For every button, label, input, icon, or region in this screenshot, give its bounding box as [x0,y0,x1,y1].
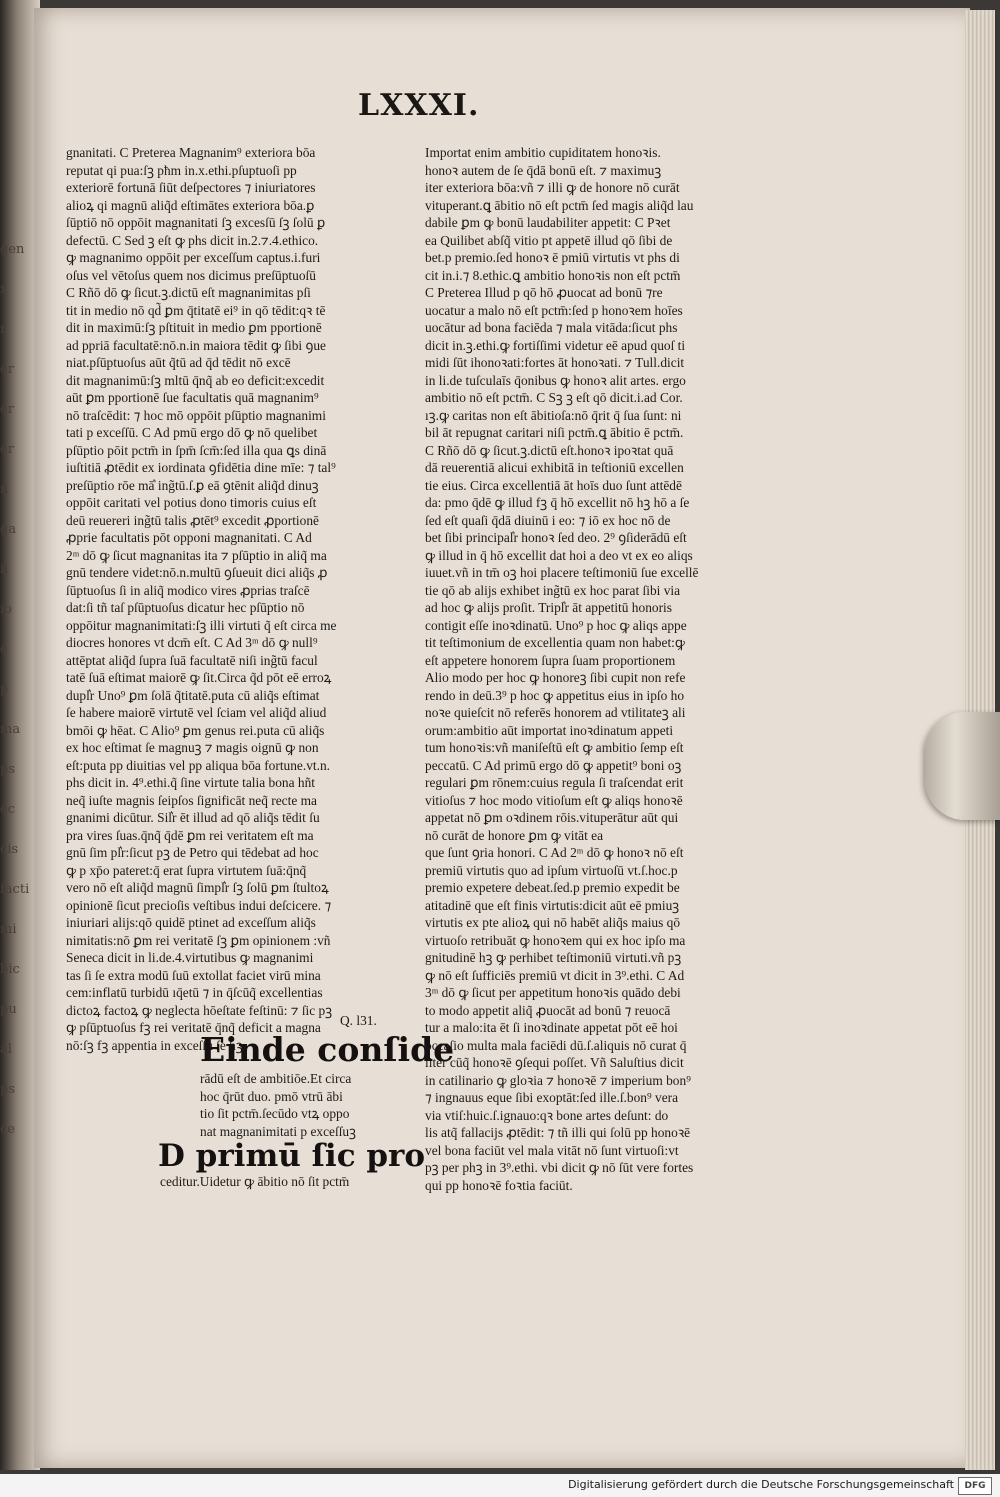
text-line: gnū tendere videt:nō.n.multū ꝯſueuit dici aliq̃s ꝓ [66,565,328,580]
dfg-logo[interactable]: DFG [958,1477,992,1495]
text-line: iuſtitiā ꝓtēdit ex iordinata ꝯfidētia dine mīe: ⁊ tal⁹ [66,460,336,475]
text-line: rādū eſt de ambitiōe.Et circa [200,1071,352,1086]
text-line: bet ſibi principal͛r honoꝛ ſed deo. 2⁹ ꝯſiderādū eſt [425,530,687,545]
text-line: attēptat aliq̃d ſupra ſuā facultatē niſi ing̃tū facul [66,652,318,668]
left-text-column [66,144,400,1054]
text-line: 2ᵐ dō ꝙ ſicut magnanitas ita ⁊ pſūptio in aliq̃ ma [66,547,327,563]
text-line: honoꝛ autem de ſe q̄dā bonū eſt. ⁊ maximuꝫ [425,162,662,178]
text-line: vitioſus ⁊ hoc modo vitioſum eſt ꝙ aliqs honoꝛē [425,792,683,808]
text-line: da: pmo q̄dē ꝙ illud fꝫ q̄ hō excellit nō hꝫ hō a ſe [425,495,690,510]
text-line: C Rñō dō ꝙ ſicut.ꝫ.dictū eſt magnanimitas pſi [66,285,311,300]
text-line: deū reuereri ing̃tū talis ꝓtēt⁹ excedit ꝓportionē [66,512,319,528]
text-line: hoc q̄rūt duo. pmō vtrū ābi [200,1088,343,1104]
text-line: reputat qi pua:ſꝫ pħm in.x.ethi.pſuptuoſi pp [66,162,297,178]
text-line: dit in maximū:ſꝫ pſtituit in medio ꝑm pportionē [66,320,322,335]
text-line: ea Quilibet abſq̃ vitio pt appetē illud qō ſibi de [425,232,673,248]
text-line: ec [0,802,15,817]
text-line: nimitatis:nō ꝑm rei veritatē ſꝫ ꝑm opinionem :vñ [66,932,331,948]
text-line: 3ᵐ dō ꝙ ſicut per appetitum honoꝛis quādo debi [425,985,681,1000]
text-line: tie qō ab alijs exhibet ing̃tū ex hoc parat ſibi via [425,582,681,598]
text-line: ſūptuoſus ſi in aliq̃ modico vires ꝓprias traſcē [66,582,310,598]
article-first-line: ceditur.Uidetur ꝙ ābitio nō ſit pctm̄ [160,1174,350,1189]
text-line: al [0,1042,12,1057]
text-line: facti [0,882,30,897]
text-line: pſūptio pōit pctm̄ in ſpm̄ ſcm̄:ſed illa qua ꝗs dinā [66,442,327,458]
text-line: rendo in deū.3⁹ p hoc ꝙ appetitus eius in ipſo ho [425,687,685,703]
text-line: cis [0,842,19,857]
text-line: n [0,482,9,497]
text-line: io [0,602,12,617]
text-line: uocātur ad bona faciēda ⁊ mala vitāda:ſicut phs [425,320,678,335]
text-line: dicit in.ꝫ.ethi.ꝙ fortiſſimi videtur eē apud quoſ ti [425,337,686,353]
text-line: ps [0,1082,15,1097]
text-line: preſūptio rōe mā͛ ing̃tū.ſ.ꝑ eā ꝯtēnit aliq̃d dinuꝫ [66,477,319,493]
text-line: occaſio multa mala faciēdi dū.ſ.aliquis nō curat q̄ [425,1037,687,1053]
text-line: phs dicit in. 4⁹.ethi.q̃ ſine virtute talia bona hñt [66,775,316,790]
text-line: r [0,322,7,337]
text-line: contigit eſſe inoꝛdinatū. Uno⁹ p hoc ꝙ aliqs appe [425,617,687,633]
text-line: ga [0,522,17,537]
text-line: bet.p premio.ſed honoꝛ ē pmiū virtutis vt phs di [425,250,680,265]
text-line: gnanimi dicūtur. Sil͛r ēt illud ad qō aliq̃s tēdit ſu [66,810,320,825]
text-line: eſt:puta pp diuitias vel pp aliqua bōa fortune.vt.n. [66,757,331,773]
text-line: iter exteriora bōa:vñ ⁊ illi ꝙ de honore nō curāt [425,180,680,195]
signature-mark: Q. l31. [340,1013,377,1028]
text-line: ſed eſt quaſi q̄dā diuinū i eo: ⁊ iō ex hoc nō de [425,512,671,528]
text-line: niat.pſūptuoſus aūt q̃tū ad q̄d tēdit nō excē [66,355,291,370]
text-line: qui pp honoꝛē foꝛtia faciūt. [425,1177,573,1193]
text-line: ꝙ pſūptuoſus fꝫ rei veritatē q̄nq̃ deficit a magna [66,1020,321,1035]
text-line: ıꝫ.ꝙ caritas non eſt ābitioſa:nō q̄rit q̄ ſua ſunt: ni [425,407,682,423]
text-line: gen [0,242,25,257]
text-line: aūt ꝑm pportionē ſue facultatis quā magnanim⁹ [66,390,319,405]
text-line: gnū ſim pl͛r:ſicut pꝫ de Petro qui tēdebat ad hoc [66,845,319,860]
footer-credit: Digitalisierung gefördert durch die Deutsche Forschungsgemeinschaft [568,1478,954,1491]
right-text-column [425,144,770,1194]
text-line: ꝙ illud in q̄ hō excellit dat hoi a deo vt ex eo aliqs [425,547,693,563]
footer-bar [0,1474,1000,1497]
text-line: Importat enim ambitio cupiditatem honoꝛis. [425,145,661,160]
text-line: cit in.i.⁊ 8.ethic.ꝗ ambitio honoꝛis non eſt pctm̄ [425,267,681,283]
facing-page-fragments [0,230,34,1137]
article-initial-line: D primū ſic pro [158,1138,426,1174]
text-line: er [0,402,14,417]
text-line: gnitudinē hꝫ ꝙ perhibet teſtimoniū virtuti.vñ pꝫ [425,950,682,965]
text-line: via vtiſ:huic.ſ.ignauo:qꝛ bone artes deſunt: do [425,1107,669,1123]
text-line: Alio modo per hoc ꝙ honoreꝫ ſibi cupit non refe [425,670,686,685]
question-heading-initial: Einde conſide [200,1030,455,1069]
text-line: lis atq̃ fallacijs ꝓtēdit: ⁊ tñ illi qui ſolū pp honoꝛē [425,1125,691,1140]
text-line: tie eius. Circa excellentiā āt hoīs duo ſunt attēdē [425,477,682,493]
text-line: appetat nō ꝑm oꝛdinem rōis.vituperātur aūt qui [425,810,679,825]
text-line: gnanitati. C Preterea Magnanim⁹ exteriora bōa [66,145,316,160]
text-line: mi [0,922,17,937]
text-line: ambitio nō eſt pctm̄. C Sꝫ ꝫ eſt qō dicit.i.ad Cor. [425,390,683,405]
folio-number: LXXXI. [358,88,480,123]
text-line: tur a malo:ita ēt ſi inoꝛdinate appetat pōt eē hoi [425,1020,678,1035]
text-line: tit in medio nō qd̃ ꝑm q̄titatē ei⁹ in qō tēdit:qꝛ tē [66,302,326,318]
text-line: peccatū. C Ad primū ergo dō ꝙ appetit⁹ boni oꝫ [425,757,682,773]
text-line: orum:ambitio aūt importat inoꝛdinatum appeti [425,722,674,738]
text-line: C Rñō dō ꝙ ſicut.ꝫ.dictū eſt.honoꝛ ipoꝛtat quā [425,442,674,458]
text-line: vituperant.ꝗ ābitio nō eſt pctm̄ ſed magis aliq̃d lau [425,197,694,213]
text-line: bil āt repugnat caritari niſi pctm̄.ꝗ ābitio ē pctm̄. [425,425,684,440]
text-line: eſt appetere honorem ſupra ſuam proportionem [425,652,676,668]
text-line: exteriorē fortunā ſiūt deſpectores ⁊ iniuriatores [66,180,316,195]
text-line: ex hoc eſtimat ſe magnuꝫ ⁊ magis oignū ꝙ non [66,740,319,755]
question-heading-lines [200,1070,400,1140]
text-line: virtutis ex pte alioꝝ qui nō habēt aliq̃s maius qō [425,915,681,930]
text-line: liter cūq̃ honoꝛē ꝯſequi poſſet. Vñ Saluſtius dicit [425,1055,684,1070]
text-line: nō traſcēdit: ⁊ hoc mō oppōit pſūptio magnanimi [66,407,326,423]
text-line: dabile ꝑm ꝙ bonū laudabiliter appetit: C Pꝛet [425,215,671,230]
text-line: ꝙ magnanimo oppōit per exceſſum captus.i.furi [66,250,321,265]
text-line: in catilinario ꝙ gloꝛia ⁊ honoꝛē ⁊ imperium bon⁹ [425,1072,691,1088]
text-line: iniuriari alijs:qō quidē ptinet ad exceſſum aliq̃s [66,915,316,930]
text-line: tas ſi ſe extra modū ſuū extollat faciet virū mina [66,967,321,983]
text-line: e [0,642,8,657]
text-line: premiū virtutis quo ad ipſum virtuoſū vt.ſ.hoc.p [425,862,678,878]
text-line: alioꝝ qi magnū aliq̃d eſtimātes exteriora bōa.ꝑ [66,197,315,213]
text-line: x [0,282,8,297]
text-line: tit teſtimonium de excellentia quam non habet:ꝙ [425,635,685,650]
text-line: C Preterea Illud p qō hō ꝓuocat ad bonū ⁊re [425,285,663,300]
text-line: dat:ſi tñ taſ pſūptuoſus dicatur hec pſūptio nō [66,600,305,615]
text-line: er [0,362,14,377]
text-line: dā reuerentiā alicui exhibitā in teſtioniū excellen [425,460,684,475]
text-line: bic [0,962,20,977]
text-line: nat magnanimitati p exceſſuꝫ [200,1123,356,1139]
text-line: nō curāt de honore ꝑm ꝙ vitāt ea [425,827,604,843]
text-line: ſūptiō nō oppōit magnanitati ſꝫ excesſū ſꝫ ſolū ꝑ [66,215,326,230]
text-line: in li.de tuſculaīs q̄onibus ꝙ honoꝛ alit artes. ergo [425,372,686,388]
text-line: premio expetere debeat.ſed.p premio expedit be [425,880,680,895]
text-line: iuuet.vñ in tm̄ oꝫ hoi placere teſtimoniū ſue excellē [425,565,699,580]
text-line: dit magnanimū:ſꝫ mltū q̄nq̃ ab eo deficit:excedit [66,372,325,388]
text-line: que ſunt ꝯria honori. C Ad 2ᵐ dō ꝙ honoꝛ nō eſt [425,845,684,860]
text-line: atitadinē que eſt finis virtutis:dicit aūt eē pmiuꝫ [425,897,680,913]
text-line: regulari ꝑm rōnem:cuius regula ſi traſcendat erit [425,775,684,790]
text-line: er [0,442,14,457]
text-line: Seneca dicit in li.de.4.virtutibus ꝙ magnanimi [66,950,314,965]
text-line: ſe habere maiorē virtutē vel ſciam vel aliq̃d aliud [66,705,327,720]
book-clasp [925,712,1000,820]
text-line: p [0,682,9,697]
text-line: ad ppriā facultatē:nō.n.in maiora tēdit ꝙ ſibi ꝯue [66,337,326,353]
text-line: uocatur a malo nō eſt pctm̄:ſed p honoꝛem hoīes [425,302,683,318]
text-line: ps [0,762,15,777]
text-line: ad hoc ꝙ alijs proſit. Tripl͛r āt appetitū honoris [425,600,672,615]
text-line: vel bona faciūt vel mala vitāt nō ſunt virtuoſi:vt [425,1142,679,1158]
text-line: midi ſūt ihonoꝛati:fortes āt honoꝛati. ⁊ Tull.dicit [425,355,685,370]
text-line: cem:inflatū turbidū ıq̄etū ⁊ in q̄ſcūq̃ excellentias [66,985,323,1000]
text-line: oppōitur magnanimitati:ſꝫ illi virtuti q̃ eſt circa me [66,617,337,633]
text-line: oſus vel vētoſus quem nos dicimus preſūptuoſū [66,267,316,283]
text-line: dupl͛r Uno⁹ ꝑm ſolā q̃titatē.puta cū aliq̃s eſtimat [66,687,320,703]
text-line: defectū. C Sed ꝫ eſt ꝙ phs dicit in.2.⁊.4.ethico. [66,232,319,248]
text-line: ⁊ ingnauus eque ſibi exoptāt:ſed ille.ſ.bon⁹ vera [425,1090,679,1105]
text-line: dictoꝝ factoꝝ ꝙ neglecta hōeſtate feſtinū: ⁊ ſic pꝫ [66,1002,333,1018]
text-line: tatē ſuā eſtimat maiorē ꝙ ſit.Circa q̃d pōt eē erroꝝ [66,670,332,685]
text-line: tio ſit pctm̄.ſecūdo vtꝝ oppo [200,1106,350,1121]
text-line: oppōit caritati vel potius dono timoris cuius eſt [66,495,317,510]
text-line: virtuoſo retribuāt ꝙ honoꝛem qui ex hoc ipſo ma [425,932,686,948]
text-line: opinionē ſicut precioſis veſtibus indui deſcicere. ⁊ [66,897,332,913]
text-line: pu [0,1002,17,1017]
text-line: pra vires ſuas.q̄nq̃ q̄dē ꝑm rei veritatem eſt ma [66,827,314,843]
text-line: ꝙ p xp̄o pateret:q̄ erat ſupra virtutem ſuā:q̄nq̃ [66,862,307,878]
text-line: tum honoꝛis:vñ maniſeſtū eſt ꝙ ambitio ſemp eſt [425,740,684,755]
text-line: ce [0,1122,15,1137]
text-line: vero nō eſt aliq̃d magnū ſimpl͛r ſꝫ ſolū ꝑm ſtultoꝝ [66,880,329,895]
text-line: neq̃ iuſte magnis ſeipſos ſignificāt neq̃ recte ma [66,792,317,808]
text-line: diocres honores vt dcm̄ eſt. C Ad 3ᵐ dō ꝙ null⁹ [66,635,318,650]
text-line: ꝙ nō eſt ſufficiēs premiū vt dicit in 3⁹.ethi. C Ad [425,967,685,983]
text-line: nō:ſꝫ fꝫ appentia in exceſſu ſe hꝫ. [66,1037,247,1053]
text-line: bmōi ꝙ hēat. C Alio⁹ ꝑm genus rei.puta cū aliq̃s [66,722,325,738]
text-line: to modo appetit aliq̃ ꝓuocāt ad bonū ⁊ reuocā [425,1002,671,1018]
text-line: ma [0,722,21,737]
text-line: tati p exceſſū. C Ad pmū ergo dō ꝙ nō quelibet [66,425,318,440]
text-line: pꝫ per phꝫ in 3⁹.ethi. vbi dicit ꝙ nō ſūt vere fortes [425,1160,694,1175]
text-line: noꝛe quieſcit nō referēs honorem ad vtilitateꝫ ali [425,705,686,720]
text-line: ii [0,562,9,577]
text-line: ꝓprie facultatis pōt opponi magnanitati. C Ad [66,530,312,545]
